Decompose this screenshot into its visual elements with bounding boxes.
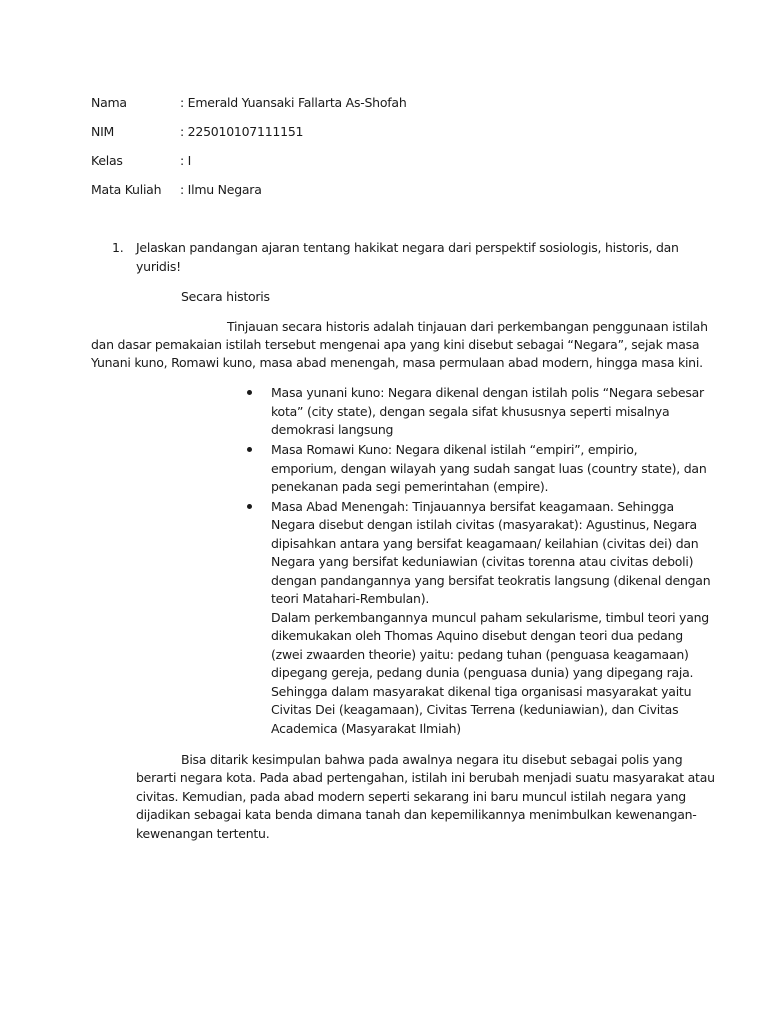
identity-label: NIM (91, 124, 115, 139)
paragraph-line: civitas. Kemudian, pada abad modern seperti sekarang ini baru muncul istilah negara yang (136, 789, 686, 804)
bullet-line: dipisahkan antara yang bersifat keagamaan/ keilahian (civitas dei) dan (271, 536, 699, 551)
identity-value: : 225010107111151 (180, 124, 304, 139)
bullet-line: emporium, dengan wilayah yang sudah sangat luas (country state), dan (271, 461, 707, 476)
bullet-line: Negara disebut dengan istilah civitas (masyarakat): Agustinus, Negara (271, 517, 697, 532)
paragraph-line: Bisa ditarik kesimpulan bahwa pada awalnya negara itu disebut sebagai polis yang (181, 752, 683, 767)
bullet-icon (247, 390, 252, 395)
bullet-line: Academica (Masyarakat Ilmiah) (271, 721, 461, 736)
identity-value: : I (180, 153, 192, 168)
identity-label: Nama (91, 95, 127, 110)
bullet-line: dikemukakan oleh Thomas Aquino disebut dengan teori dua pedang (271, 628, 683, 643)
bullet-icon (247, 504, 252, 509)
bullet-line: Sehingga dalam masyarakat dikenal tiga organisasi masyarakat yaitu (271, 684, 692, 699)
identity-label: Kelas (91, 153, 123, 168)
section-heading: Secara historis (181, 289, 270, 304)
identity-value: : Emerald Yuansaki Fallarta As-Shofah (180, 95, 407, 110)
bullet-line: kota” (city state), dengan segala sifat khususnya seperti misalnya (271, 404, 670, 419)
bullet-line: Masa Romawi Kuno: Negara dikenal istilah “empiri”, empirio, (271, 442, 638, 457)
bullet-line: dipegang gereja, pedang dunia (penguasa dunia) yang dipegang raja. (271, 665, 694, 680)
identity-value: : Ilmu Negara (180, 182, 262, 197)
bullet-line: Dalam perkembangannya muncul paham sekularisme, timbul teori yang (271, 610, 709, 625)
question-line: Jelaskan pandangan ajaran tentang hakikat negara dari perspektif sosiologis, historis, dan (136, 240, 679, 255)
question-line: yuridis! (136, 259, 181, 274)
paragraph-line: Tinjauan secara historis adalah tinjauan dari perkembangan penggunaan istilah (227, 319, 708, 334)
bullet-line: teori Matahari-Rembulan). (271, 591, 430, 606)
paragraph-line: kewenangan tertentu. (136, 826, 270, 841)
bullet-line: Masa Abad Menengah: Tinjauannya bersifat keagamaan. Sehingga (271, 499, 674, 514)
identity-label: Mata Kuliah (91, 182, 162, 197)
bullet-line: demokrasi langsung (271, 422, 394, 437)
bullet-line: dengan pandangannya yang bersifat teokratis langsung (dikenal dengan (271, 573, 711, 588)
paragraph-line: Yunani kuno, Romawi kuno, masa abad menengah, masa permulaan abad modern, hingga masa kini. (91, 355, 703, 370)
bullet-line: penekanan pada segi pemerintahan (empire). (271, 479, 549, 494)
bullet-icon (247, 447, 252, 452)
bullet-line: Civitas Dei (keagamaan), Civitas Terrena (keduniawian), dan Civitas (271, 702, 679, 717)
paragraph-line: dijadikan sebagai kata benda dimana tanah dan kepemilikannya menimbulkan kewenangan- (136, 807, 697, 822)
paragraph-line: dan dasar pemakaian istilah tersebut mengenai apa yang kini disebut sebagai “Negara”, sejak masa (91, 337, 700, 352)
paragraph-line: berarti negara kota. Pada abad pertengahan, istilah ini berubah menjadi suatu masyarakat atau (136, 770, 715, 785)
question-number: 1. (112, 240, 124, 255)
bullet-line: Negara yang bersifat keduniawian (civitas torenna atau civitas deboli) (271, 554, 694, 569)
bullet-line: Masa yunani kuno: Negara dikenal dengan istilah polis “Negara sebesar (271, 385, 704, 400)
bullet-line: (zwei zwaarden theorie) yaitu: pedang tuhan (penguasa keagamaan) (271, 647, 689, 662)
